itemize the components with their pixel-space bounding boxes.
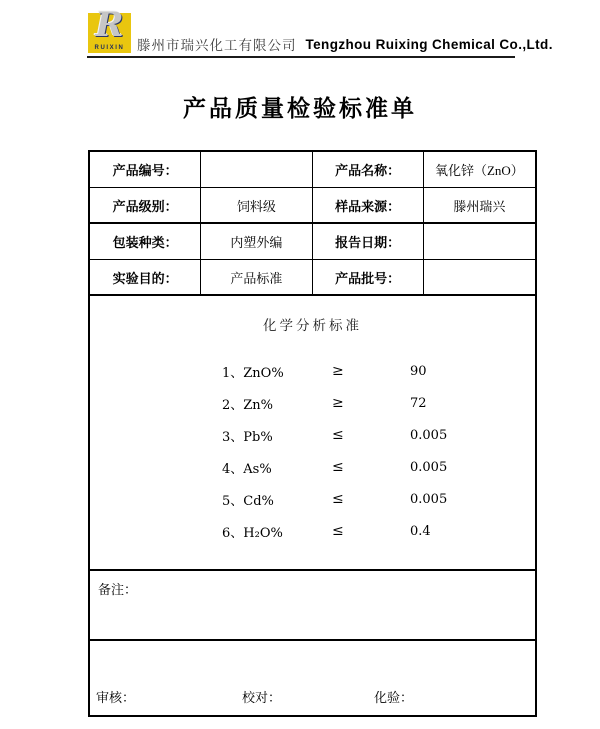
product-no-label: 产品编号： bbox=[90, 152, 201, 187]
table-row bbox=[90, 188, 535, 224]
packaging-type-value: 内塑外编 bbox=[201, 224, 312, 259]
comparison-symbol: ≤ bbox=[332, 491, 344, 507]
header-divider bbox=[87, 56, 515, 58]
company-name-line bbox=[137, 34, 553, 54]
product-grade-value: 饲料级 bbox=[201, 188, 312, 222]
analyte-name: 4、As% bbox=[222, 461, 272, 477]
list-item bbox=[90, 419, 535, 451]
comparison-symbol: ≥ bbox=[332, 395, 344, 411]
table-row bbox=[90, 224, 535, 260]
remarks-label: 备注： bbox=[98, 582, 138, 597]
batch-no-label: 产品批号： bbox=[313, 260, 424, 294]
analyte-name: 6、H₂O% bbox=[222, 525, 283, 541]
proofread-label: 校对： bbox=[242, 690, 282, 705]
chemical-analysis-heading: 化学分析标准 bbox=[263, 318, 362, 333]
company-logo bbox=[88, 5, 131, 53]
inspection-form-table bbox=[88, 150, 537, 717]
list-item bbox=[90, 355, 535, 387]
packaging-type-label: 包装种类： bbox=[90, 224, 201, 259]
experiment-purpose-label: 实验目的： bbox=[90, 260, 201, 294]
limit-value: 0.4 bbox=[410, 523, 431, 539]
limit-value: 0.005 bbox=[410, 459, 448, 475]
chemical-analysis-section bbox=[90, 314, 535, 571]
product-name-label: 产品名称： bbox=[313, 152, 424, 187]
comparison-symbol: ≤ bbox=[332, 459, 344, 475]
analyte-name: 5、Cd% bbox=[222, 493, 274, 509]
chemical-analysis-list bbox=[90, 355, 535, 547]
sample-source-label: 样品来源： bbox=[313, 188, 424, 222]
comparison-symbol: ≤ bbox=[332, 427, 344, 443]
sample-source-value: 滕州瑞兴 bbox=[453, 198, 506, 214]
company-name-english: Tengzhou Ruixing Chemical Co.,Ltd. bbox=[305, 36, 553, 52]
comparison-symbol: ≤ bbox=[332, 523, 344, 539]
list-item bbox=[90, 483, 535, 515]
logo-brand-text: RUIXIN bbox=[94, 45, 125, 51]
batch-no-value bbox=[424, 260, 535, 294]
list-item bbox=[90, 387, 535, 419]
table-row bbox=[90, 260, 535, 296]
logo-r-monogram-icon: R bbox=[95, 5, 124, 45]
comparison-symbol: ≥ bbox=[332, 363, 344, 379]
product-no-value bbox=[201, 152, 312, 187]
report-date-value bbox=[424, 224, 535, 259]
document-title: 产品质量检验标准单 bbox=[183, 95, 417, 121]
limit-value: 0.005 bbox=[410, 427, 448, 443]
remarks-cell bbox=[90, 571, 535, 641]
review-label: 审核： bbox=[96, 690, 136, 705]
analyte-name: 1、ZnO% bbox=[222, 365, 284, 381]
experiment-purpose-value: 产品标准 bbox=[201, 260, 312, 294]
report-date-label: 报告日期： bbox=[313, 224, 424, 259]
signoff-row bbox=[90, 641, 535, 729]
assay-label: 化验： bbox=[374, 690, 414, 705]
product-name-value: 氧化锌（ZnO） bbox=[434, 163, 524, 178]
analyte-name: 2、Zn% bbox=[222, 397, 274, 413]
table-row bbox=[90, 152, 535, 188]
analyte-name: 3、Pb% bbox=[222, 429, 273, 445]
list-item bbox=[90, 451, 535, 483]
limit-value: 0.005 bbox=[410, 491, 448, 507]
list-item bbox=[90, 515, 535, 547]
limit-value: 72 bbox=[410, 395, 427, 411]
product-grade-label: 产品级别： bbox=[90, 188, 201, 222]
company-name-chinese: 滕州市瑞兴化工有限公司 bbox=[137, 38, 297, 53]
limit-value: 90 bbox=[410, 363, 427, 379]
